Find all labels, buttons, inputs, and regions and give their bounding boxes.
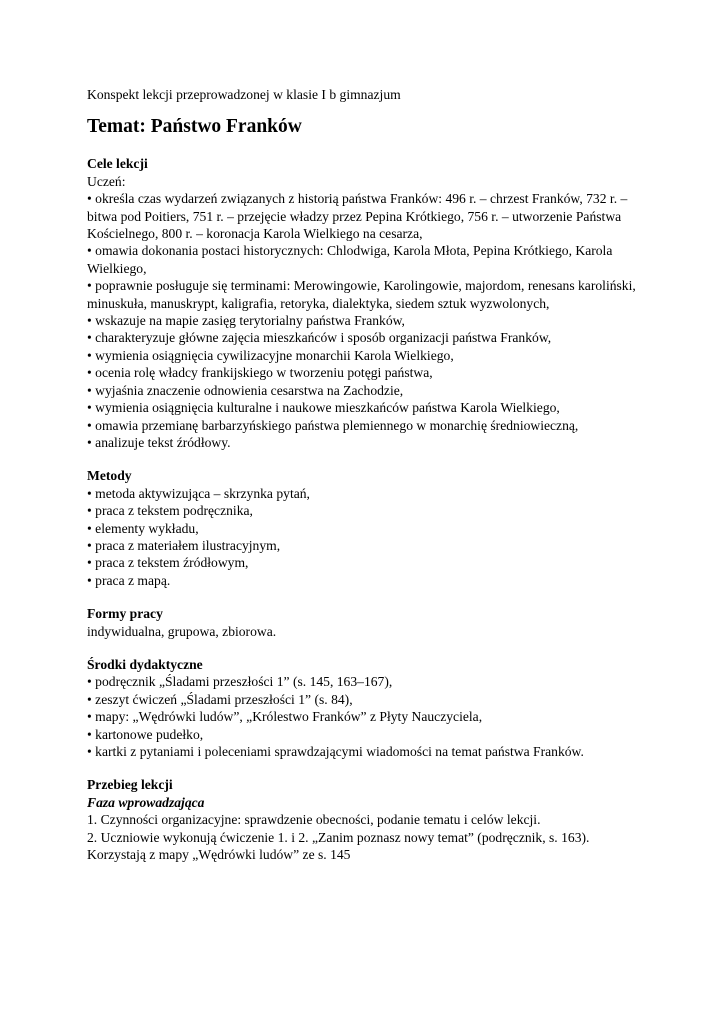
methods-item: • praca z materiałem ilustracyjnym,: [87, 537, 647, 554]
forms-heading: Formy pracy: [87, 606, 163, 622]
methods-item: • praca z mapą.: [87, 572, 647, 589]
goals-item: • omawia przemianę barbarzyńskiego państwa plemiennego w monarchię średniowieczną,: [87, 417, 647, 434]
forms-section: [87, 605, 647, 640]
goals-subject: Uczeń:: [87, 173, 126, 189]
goals-section: [87, 155, 647, 451]
course-heading: Przebieg lekcji: [87, 777, 173, 793]
course-line: 1. Czynności organizacyjne: sprawdzenie obecności, podanie tematu i celów lekcji.: [87, 812, 541, 828]
methods-list: [87, 485, 647, 589]
aids-item: • kartonowe pudełko,: [87, 726, 647, 743]
aids-section: [87, 656, 647, 760]
goals-item: • wyjaśnia znaczenie odnowienia cesarstwa na Zachodzie,: [87, 382, 647, 399]
goals-item: • charakteryzuje główne zajęcia mieszkańców i sposób organizacji państwa Franków,: [87, 329, 647, 346]
goals-item: • wymienia osiągnięcia cywilizacyjne monarchii Karola Wielkiego,: [87, 347, 647, 364]
goals-item: • wymienia osiągnięcia kulturalne i naukowe mieszkańców państwa Karola Wielkiego,: [87, 399, 647, 416]
methods-item: • metoda aktywizująca – skrzynka pytań,: [87, 485, 647, 502]
methods-heading: Metody: [87, 468, 132, 484]
goals-item: • analizuje tekst źródłowy.: [87, 434, 647, 451]
document-page: [87, 86, 647, 879]
aids-item: • kartki z pytaniami i poleceniami sprawdzającymi wiadomości na temat państwa Franków.: [87, 743, 647, 760]
forms-text: indywidualna, grupowa, zbiorowa.: [87, 623, 277, 639]
goals-item: • poprawnie posługuje się terminami: Merowingowie, Karolingowie, majordom, renesans karoliński, minuskuła, manuskrypt, kaligrafia, retoryka, dialektyka, siedem sztuk wyzwolonych,: [87, 277, 647, 312]
methods-item: • elementy wykładu,: [87, 520, 647, 537]
goals-item: • omawia dokonania postaci historycznych: Chlodwiga, Karola Młota, Pepina Krótkiego, Karola Wielkiego,: [87, 242, 647, 277]
course-phase: Faza wprowadzająca: [87, 794, 205, 810]
methods-item: • praca z tekstem źródłowym,: [87, 554, 647, 571]
aids-list: [87, 673, 647, 760]
document-title: Temat: Państwo Franków: [87, 116, 302, 138]
course-line: 2. Uczniowie wykonują ćwiczenie 1. i 2. „Zanim poznasz nowy temat” (podręcznik, s. 163). Korzystają z mapy „Wędrówki ludów” ze s. 145: [87, 829, 590, 863]
aids-heading: Środki dydaktyczne: [87, 656, 203, 672]
goals-heading: Cele lekcji: [87, 156, 148, 172]
methods-section: [87, 467, 647, 589]
goals-item: • wskazuje na mapie zasięg terytorialny państwa Franków,: [87, 312, 647, 329]
goals-item: • określa czas wydarzeń związanych z historią państwa Franków: 496 r. – chrzest Franków, 732 r. – bitwa pod Poitiers, 751 r. – przejęcie władzy przez Pepina Krótkiego, 756 r. – utworzenie Państwa Kościelnego, 800 r. – koronacja Karola Wielkiego na cesarza,: [87, 190, 647, 242]
goals-item: • ocenia rolę władcy frankijskiego w tworzeniu potęgi państwa,: [87, 364, 647, 381]
document-intro: Konspekt lekcji przeprowadzonej w klasie I b gimnazjum: [87, 87, 401, 102]
goals-list: [87, 190, 647, 451]
aids-item: • podręcznik „Śladami przeszłości 1” (s. 145, 163–167),: [87, 673, 647, 690]
aids-item: • mapy: „Wędrówki ludów”, „Królestwo Franków” z Płyty Nauczyciela,: [87, 708, 647, 725]
course-section: [87, 776, 647, 863]
aids-item: • zeszyt ćwiczeń „Śladami przeszłości 1” (s. 84),: [87, 691, 647, 708]
methods-item: • praca z tekstem podręcznika,: [87, 502, 647, 519]
